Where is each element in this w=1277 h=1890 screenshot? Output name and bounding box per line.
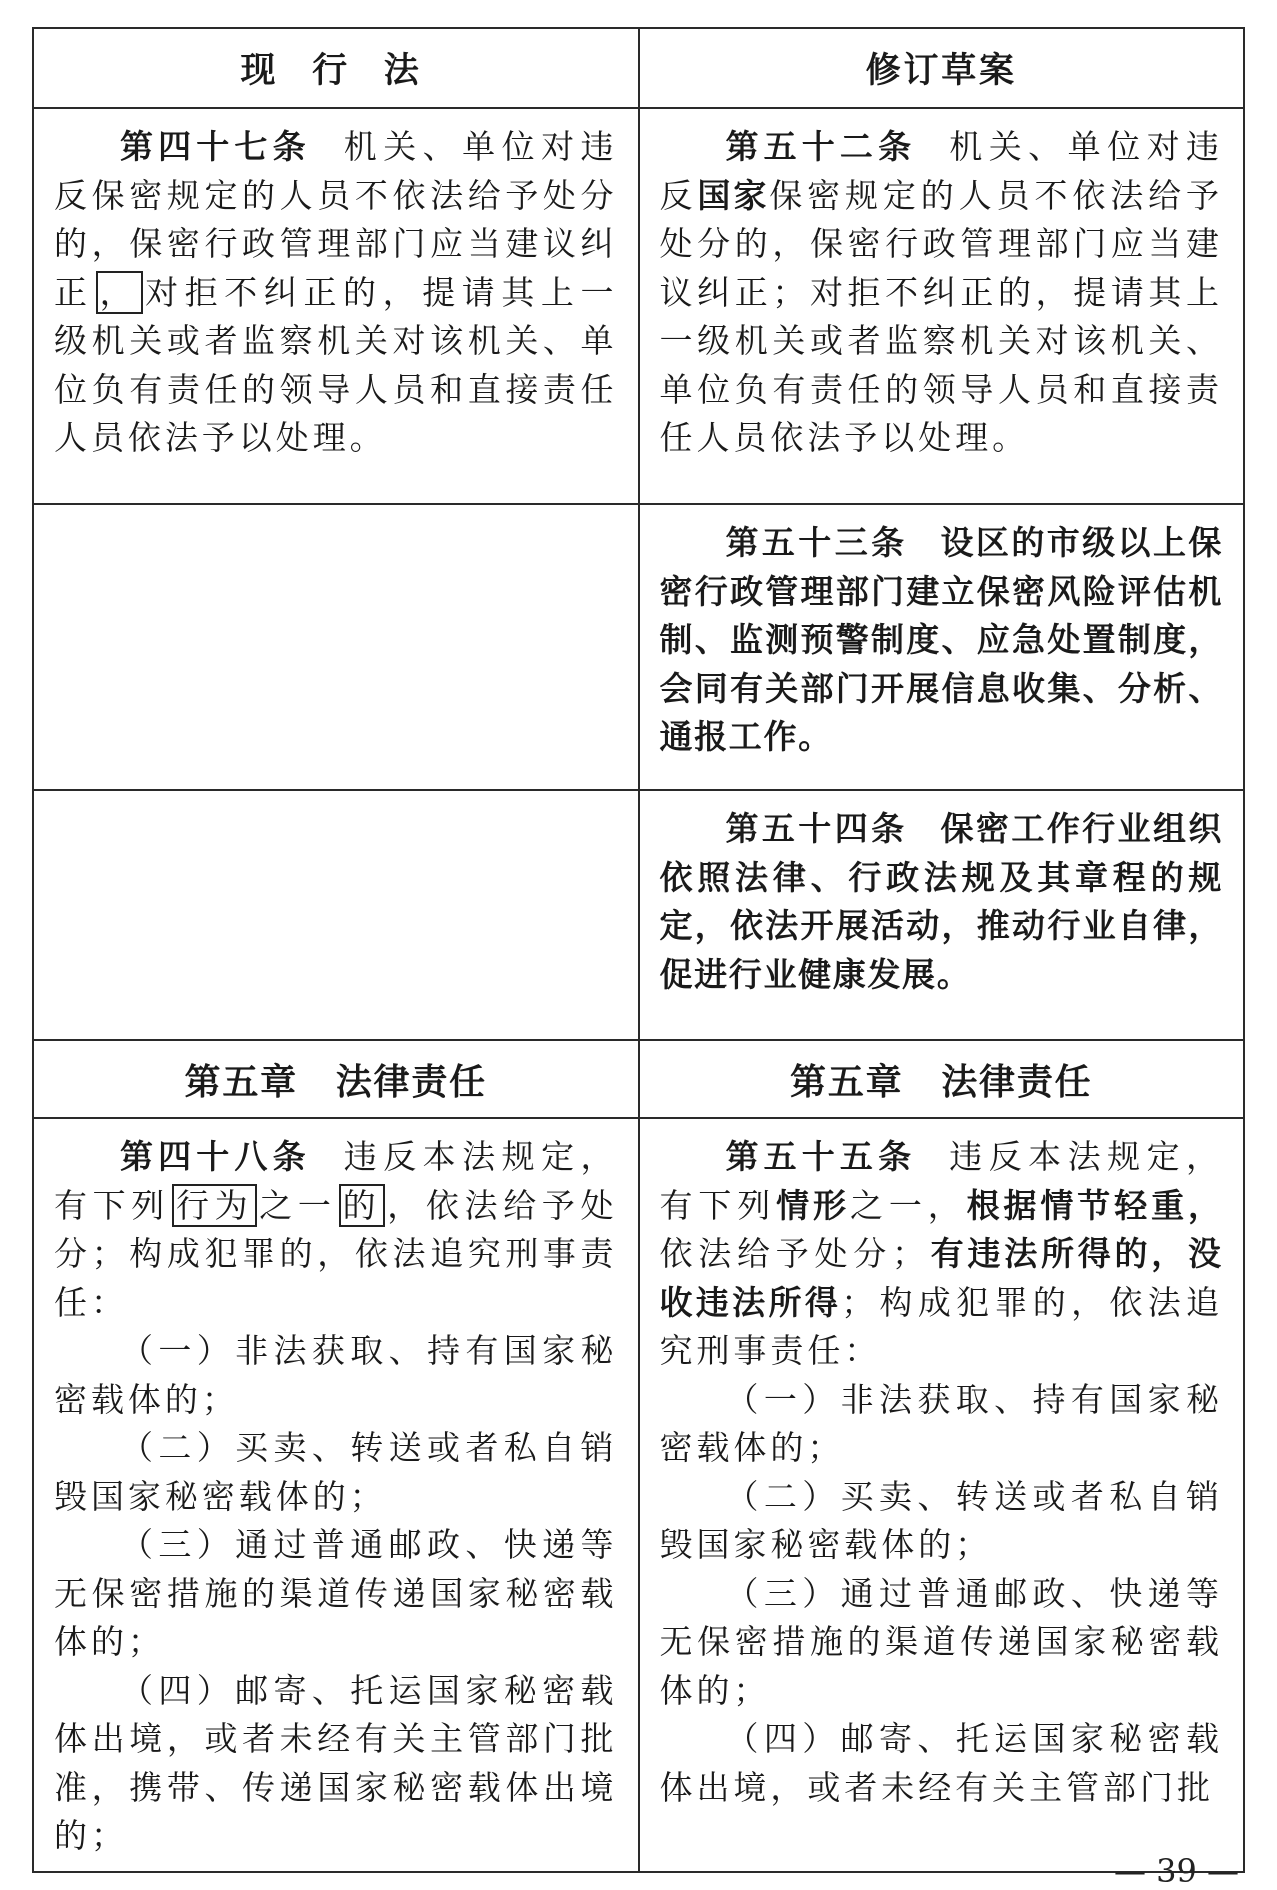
article-47: 第四十七条 机关、单位对违反保密规定的人员不依法给予处分的，保密行政管理部门应当建议纠正 ， 对拒不纠正的，提请其上一级机关或者监察机关对该机关、单位负有责任的领导人员和直接责任人员依法予以处理。 bbox=[54, 127, 618, 457]
list-item: （二）买卖、转送或者私自销毁国家秘密载体的； bbox=[659, 1476, 1223, 1564]
row5-left-cell bbox=[33, 1118, 639, 1872]
amendment-text: 根据情节轻重， bbox=[966, 1185, 1223, 1225]
header-revised-draft: 修订草案 bbox=[639, 28, 1245, 108]
row3-right-cell bbox=[639, 790, 1245, 1040]
row2-left-cell-empty bbox=[33, 504, 639, 790]
amendment-text: 情形 bbox=[776, 1185, 850, 1225]
list-item: （四）邮寄、托运国家秘密载体出境，或者未经有关主管部门批准，携带、传递国家秘密载体出境的； bbox=[54, 1670, 618, 1855]
list-item: （一）非法获取、持有国家秘密载体的； bbox=[659, 1379, 1223, 1467]
row5-right-cell bbox=[639, 1118, 1245, 1872]
row1-right-cell bbox=[639, 108, 1245, 504]
comparison-table bbox=[32, 27, 1245, 1873]
header-current-law: 现 行 法 bbox=[33, 28, 639, 108]
amendment-text: 国家 bbox=[697, 175, 770, 215]
article-53: 第五十三条 设区的市级以上保密行政管理部门建立保密风险评估机制、监测预警制度、应急处置制度，会同有关部门开展信息收集、分析、通报工作。 bbox=[659, 523, 1224, 756]
list-item: （二）买卖、转送或者私自销毁国家秘密载体的； bbox=[54, 1428, 618, 1516]
article-48: 第四十八条 违反本法规定，有下列 行为 之一 的 ，依法给予处分；构成犯罪的，依法追究刑事责任： bbox=[54, 1137, 618, 1322]
deletion-mark: 的 bbox=[339, 1184, 386, 1227]
page-number: — 39 — bbox=[1113, 1852, 1239, 1890]
list-item: （一）非法获取、持有国家秘密载体的； bbox=[54, 1331, 618, 1419]
article-54: 第五十四条 保密工作行业组织依照法律、行政法规及其章程的规定，依法开展活动，推动行业自律，促进行业健康发展。 bbox=[659, 809, 1224, 994]
article-52: 第五十二条 机关、单位对违反国家保密规定的人员不依法给予处分的，保密行政管理部门应当建议纠正；对拒不纠正的，提请其上一级机关或者监察机关对该机关、单位负有责任的领导人员和直接责任人员依法予以处理。 bbox=[659, 127, 1223, 457]
deletion-mark: 行为 bbox=[172, 1184, 257, 1227]
article-55: 第五十五条 违反本法规定，有下列情形之一，根据情节轻重，依法给予处分；有违法所得的，没收违法所得；构成犯罪的，依法追究刑事责任： bbox=[659, 1137, 1223, 1370]
amendment-text: 有违法所得的，没收违法所得 bbox=[659, 1234, 1223, 1322]
row1-left-cell bbox=[33, 108, 639, 504]
row3-left-cell-empty bbox=[33, 790, 639, 1040]
list-item: （三）通过普通邮政、快递等无保密措施的渠道传递国家秘密载体的； bbox=[659, 1573, 1223, 1710]
chapter-heading-left: 第五章 法律责任 bbox=[33, 1040, 639, 1118]
deletion-mark: ， bbox=[96, 271, 144, 314]
list-item: （四）邮寄、托运国家秘密载体出境，或者未经有关主管部门批 bbox=[659, 1719, 1223, 1807]
row2-right-cell bbox=[639, 504, 1245, 790]
chapter-heading-right: 第五章 法律责任 bbox=[639, 1040, 1245, 1118]
list-item: （三）通过普通邮政、快递等无保密措施的渠道传递国家秘密载体的； bbox=[54, 1525, 618, 1661]
